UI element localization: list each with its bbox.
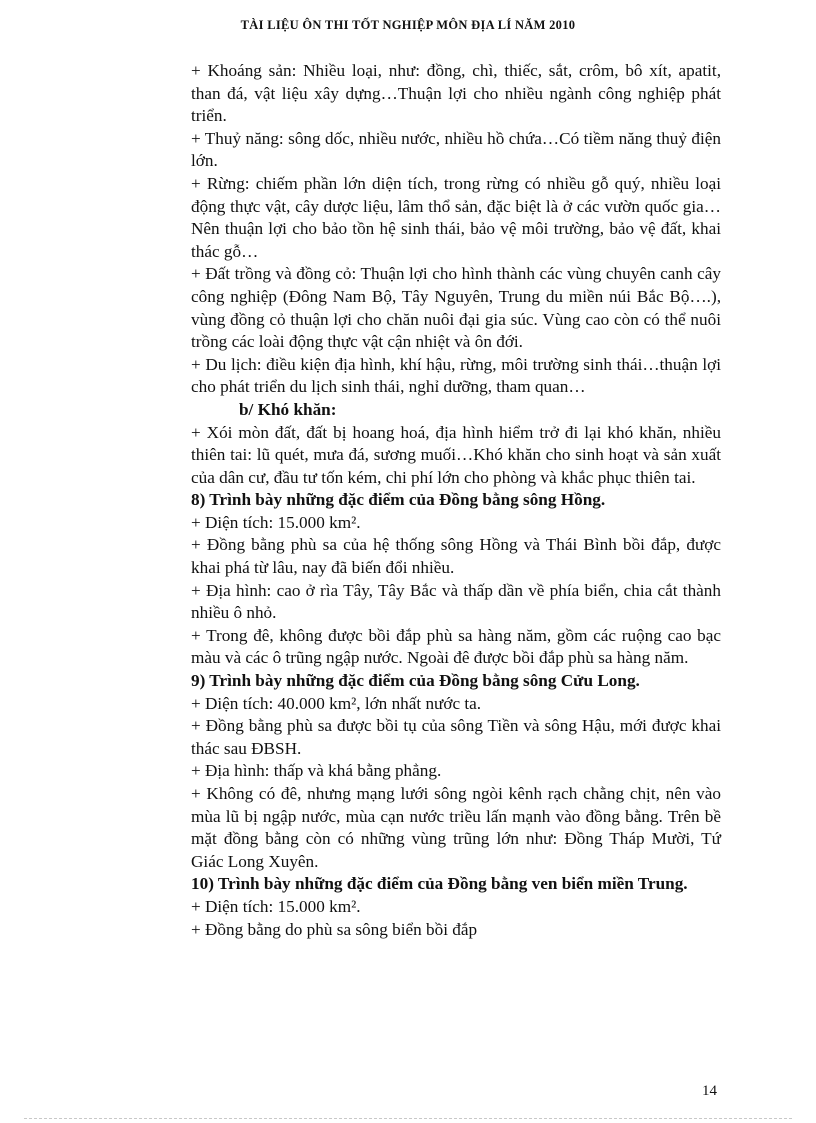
document-body [191, 60, 721, 941]
subheading-difficulties: b/ Khó khăn: [239, 399, 337, 419]
page-number: 14 [702, 1083, 717, 1099]
paragraph-forests: + Rừng: chiếm phần lớn diện tích, trong rừng có nhiều gỗ quý, nhiều loại động thực vật, cây dược liệu, lâm thổ sản, đặc biệt là ở các vườn quốc gia…Nên thuận lợi cho bảo tồn hệ sinh thái, bảo vệ môi trường, bảo vệ đất, khai thác gỗ… [191, 173, 721, 261]
paragraph-central-coast-area: + Diện tích: 15.000 km². [191, 896, 361, 916]
section-heading-red-river-delta: 8) Trình bày những đặc điểm của Đồng bằng sông Hồng. [191, 490, 606, 510]
paragraph-mekong-terrain: + Địa hình: thấp và khá bằng phẳng. [191, 761, 442, 781]
paragraph-mekong-waterways: + Không có đê, nhưng mạng lưới sông ngòi kênh rạch chằng chịt, nên vào mùa lũ bị ngập nước, mùa cạn nước triều lấn mạnh vào đồng bằng. Trên bề mặt đồng bằng còn có những vùng trũng lớn như: Đồng Tháp Mười, Tứ Giác Long Xuyên. [191, 784, 721, 871]
paragraph-red-river-dikes: + Trong đê, không được bồi đắp phù sa hàng năm, gồm các ruộng cao bạc màu và các ô trũng ngập nước. Ngoài đê được bồi đắp phù sa hàng năm. [191, 625, 721, 668]
section-heading-central-coast-plains: 10) Trình bày những đặc điểm của Đồng bằng ven biển miền Trung. [191, 874, 688, 894]
section-heading-mekong-delta: 9) Trình bày những đặc điểm của Đồng bằng sông Cửu Long. [191, 671, 640, 691]
page-bottom-divider [24, 1118, 792, 1119]
paragraph-mekong-area: + Diện tích: 40.000 km², lớn nhất nước ta. [191, 693, 482, 713]
paragraph-difficulties: + Xói mòn đất, đất bị hoang hoá, địa hình hiểm trở đi lại khó khăn, nhiều thiên tai: lũ quét, mưa đá, sương muối…Khó khăn cho sinh hoạt và sản xuất của dân cư, đầu tư tốn kém, chi phí lớn cho phòng và khắc phục thiên tai. [191, 422, 721, 487]
paragraph-red-river-formation: + Đồng bằng phù sa của hệ thống sông Hồng và Thái Bình bồi đắp, được khai phá từ lâu, nay đã biến đổi nhiều. [191, 535, 721, 578]
paragraph-red-river-terrain: + Địa hình: cao ở rìa Tây, Tây Bắc và thấp dần về phía biển, chia cắt thành nhiều ô nhỏ. [191, 580, 721, 623]
paragraph-hydropower: + Thuỷ năng: sông dốc, nhiều nước, nhiều hồ chứa…Có tiềm năng thuỷ điện lớn. [191, 128, 721, 171]
paragraph-land-and-grassland: + Đất trồng và đồng cỏ: Thuận lợi cho hình thành các vùng chuyên canh cây công nghiệp (Đông Nam Bộ, Tây Nguyên, Trung du miền núi Bắc Bộ….), vùng đồng cỏ thuận lợi cho chăn nuôi đại gia súc. Vùng cao còn có thể nuôi trồng các loài động thực vật cận nhiệt và ôn đới. [191, 264, 721, 352]
paragraph-central-coast-formation: + Đồng bằng do phù sa sông biển bồi đắp [191, 919, 478, 939]
paragraph-red-river-area: + Diện tích: 15.000 km². [191, 512, 361, 532]
paragraph-tourism: + Du lịch: điều kiện địa hình, khí hậu, rừng, môi trường sinh thái…thuận lợi cho phát triển du lịch sinh thái, nghỉ dưỡng, tham quan… [191, 354, 721, 397]
paragraph-mineral-resources: + Khoáng sản: Nhiều loại, như: đồng, chì, thiếc, sắt, crôm, bô xít, apatit, than đá, vật liệu xây dựng…Thuận lợi cho nhiều ngành công nghiệp phát triển. [191, 61, 721, 126]
page-header: TÀI LIỆU ÔN THI TỐT NGHIỆP MÔN ĐỊA LÍ NĂM 2010 [240, 18, 576, 32]
paragraph-mekong-formation: + Đồng bằng phù sa được bồi tụ của sông Tiền và sông Hậu, mới được khai thác sau ĐBSH. [191, 716, 721, 758]
